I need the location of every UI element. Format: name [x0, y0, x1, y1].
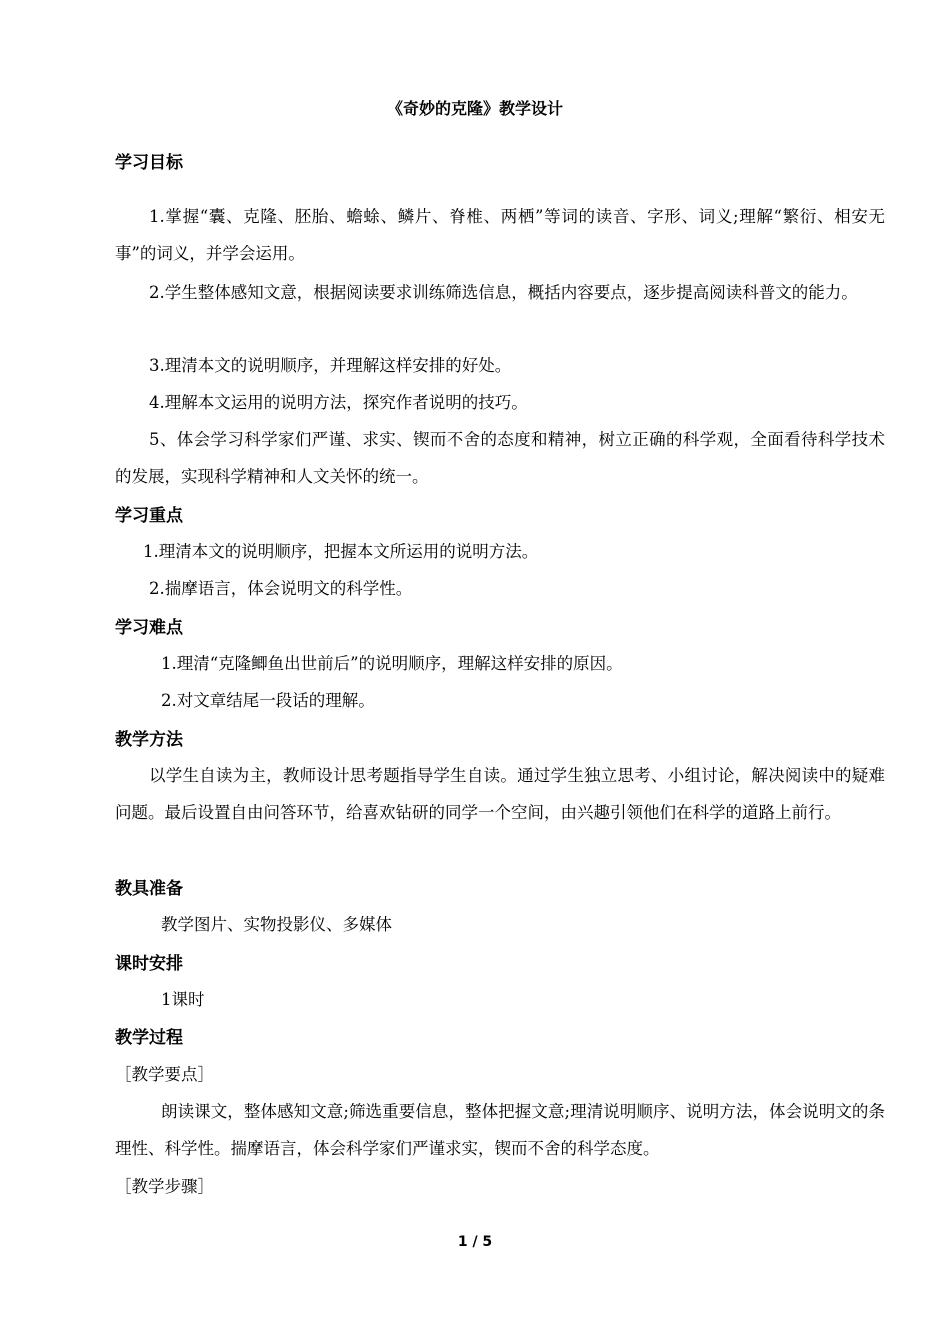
process-key-label: ［教学要点］ — [115, 1065, 214, 1084]
heading-tools: 教具准备 — [115, 879, 183, 899]
heading-method: 教学方法 — [115, 730, 183, 750]
process-steps-label: ［教学步骤］ — [115, 1177, 214, 1196]
tools-text: 教学图片、实物投影仪、多媒体 — [161, 915, 392, 934]
heading-difficulties: 学习难点 — [115, 618, 183, 638]
difficulty-item-1: 1.理清“克隆鲫鱼出世前后”的说明顺序，理解这样安排的原因。 — [161, 654, 623, 673]
heading-objectives: 学习目标 — [115, 153, 183, 173]
heading-schedule: 课时安排 — [115, 954, 183, 974]
key-point-item-2: 2.揣摩语言，体会说明文的科学性。 — [149, 579, 413, 598]
objective-item-3: 3.理清本文的说明顺序，并理解这样安排的好处。 — [149, 356, 512, 375]
page-indicator: 1 / 5 — [457, 1234, 493, 1250]
process-key-text: 朗读课文，整体感知文意;筛选重要信息，整体把握文意;理清说明顺序、说明方法，体会说明文的条理性、科学性。揣摩语言，体会科学家们严谨求实，锲而不舍的科学态度。 — [115, 1102, 885, 1158]
key-point-item-1: 1.理清本文的说明顺序，把握本文所运用的说明方法。 — [143, 542, 539, 561]
objective-item-1: 1.掌握“囊、克隆、胚胎、蟾蜍、鳞片、脊椎、两栖”等词的读音、字形、词义;理解“繁衍、相安无事”的词义，并学会运用。 — [115, 207, 885, 263]
heading-key-points: 学习重点 — [115, 506, 183, 526]
schedule-text: 1课时 — [161, 990, 205, 1009]
document-title: 《奇妙的克隆》教学设计 — [386, 99, 563, 118]
difficulty-item-2: 2.对文章结尾一段话的理解。 — [161, 691, 375, 710]
objective-item-4: 4.理解本文运用的说明方法，探究作者说明的技巧。 — [149, 393, 528, 412]
objective-item-2: 2.学生整体感知文意，根据阅读要求训练筛选信息，概括内容要点，逐步提高阅读科普文的能力。 — [149, 283, 858, 302]
objective-item-5: 5、体会学习科学家们严谨、求实、锲而不舍的态度和精神，树立正确的科学观，全面看待科学技术的发展，实现科学精神和人文关怀的统一。 — [115, 430, 885, 486]
method-text: 以学生自读为主，教师设计思考题指导学生自读。通过学生独立思考、小组讨论，解决阅读中的疑难问题。最后设置自由问答环节，给喜欢钻研的同学一个空间，由兴趣引领他们在科学的道路上前行。 — [115, 766, 885, 822]
heading-process: 教学过程 — [115, 1028, 183, 1048]
